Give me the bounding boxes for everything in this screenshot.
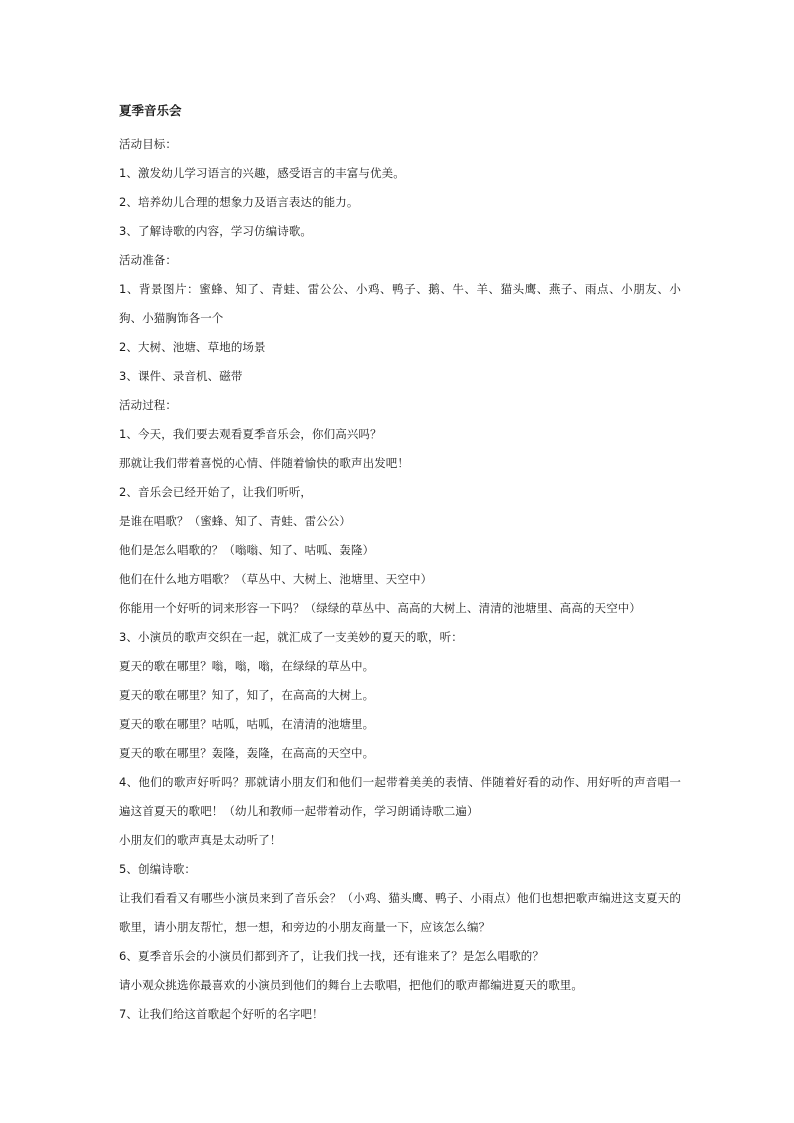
poem-line-3: 夏天的歌在哪里？咕呱，咕呱，在清清的池塘里。 [119,717,375,731]
process-step-5: 5、创编诗歌： [119,862,197,876]
process-step-1: 1、今天，我们要去观看夏季音乐会，你们高兴吗？ [119,427,382,441]
poem-line-1: 夏天的歌在哪里？嗡，嗡，嗡，在绿绿的草丛中。 [119,659,375,673]
document-page [119,101,681,1029]
preparation-item-3: 3、课件、录音机、磁带 [119,369,243,383]
goal-item-2: 2、培养幼儿合理的想象力及语言表达的能力。 [119,195,359,209]
process-step-4: 4、他们的歌声好听吗？那就请小朋友们和他们一起带着美美的表情、伴随着好看的动作、用好听的声音唱一遍这首夏天的歌吧！（幼儿和教师一起带着动作，学习朗诵诗歌二遍） [119,775,681,818]
poem-line-4: 夏天的歌在哪里？轰隆，轰隆，在高高的天空中。 [119,746,375,760]
document-title: 夏季音乐会 [119,103,182,118]
preparation-item-1: 1、背景图片：蜜蜂、知了、青蛙、雷公公、小鸡、鸭子、鹅、牛、羊、猫头鹰、燕子、雨点、小朋友、小狗、小猫胸饰各一个 [119,282,681,325]
goal-item-1: 1、激发幼儿学习语言的兴趣，感受语言的丰富与优美。 [119,166,405,180]
process-step-2: 2、音乐会已经开始了，让我们听听， [119,485,313,499]
process-question-how: 他们是怎么唱歌的？（嗡嗡、知了、咕呱、轰隆） [119,543,375,557]
process-question-who: 是谁在唱歌？（蜜蜂、知了、青蛙、雷公公） [119,514,351,528]
goal-item-3: 3、了解诗歌的内容，学习仿编诗歌。 [119,224,313,238]
process-step-6-text: 请小观众挑选你最喜欢的小演员到他们的舞台上去歌唱，把他们的歌声都编进夏天的歌里。 [119,978,583,992]
process-step-5-text: 让我们看看又有哪些小演员来到了音乐会？（小鸡、猫头鹰、鸭子、小雨点）他们也想把歌声编进这支夏天的歌里，请小朋友帮忙，想一想，和旁边的小朋友商量一下，应该怎么编？ [119,891,681,934]
process-question-where: 他们在什么地方唱歌？（草丛中、大树上、池塘里、天空中） [119,572,433,586]
poem-line-2: 夏天的歌在哪里？知了，知了，在高高的大树上。 [119,688,375,702]
section-heading-process: 活动过程： [119,398,177,412]
process-step-3: 3、小演员的歌声交织在一起，就汇成了一支美妙的夏天的歌，听： [119,630,463,644]
process-step-7: 7、让我们给这首歌起个好听的名字吧！ [119,1007,324,1021]
process-step-1-text: 那就让我们带着喜悦的心情、伴随着愉快的歌声出发吧！ [119,456,409,470]
process-step-4-praise: 小朋友们的歌声真是太动听了！ [119,833,282,847]
section-heading-preparation: 活动准备： [119,253,177,267]
process-step-6: 6、夏季音乐会的小演员们都到齐了，让我们找一找，还有谁来了？是怎么唱歌的？ [119,949,545,963]
preparation-item-2: 2、大树、池塘、草地的场景 [119,340,266,354]
section-heading-goals: 活动目标： [119,137,177,151]
process-question-describe: 你能用一个好听的词来形容一下吗？（绿绿的草丛中、高高的大树上、清清的池塘里、高高的天空中） [119,601,641,615]
